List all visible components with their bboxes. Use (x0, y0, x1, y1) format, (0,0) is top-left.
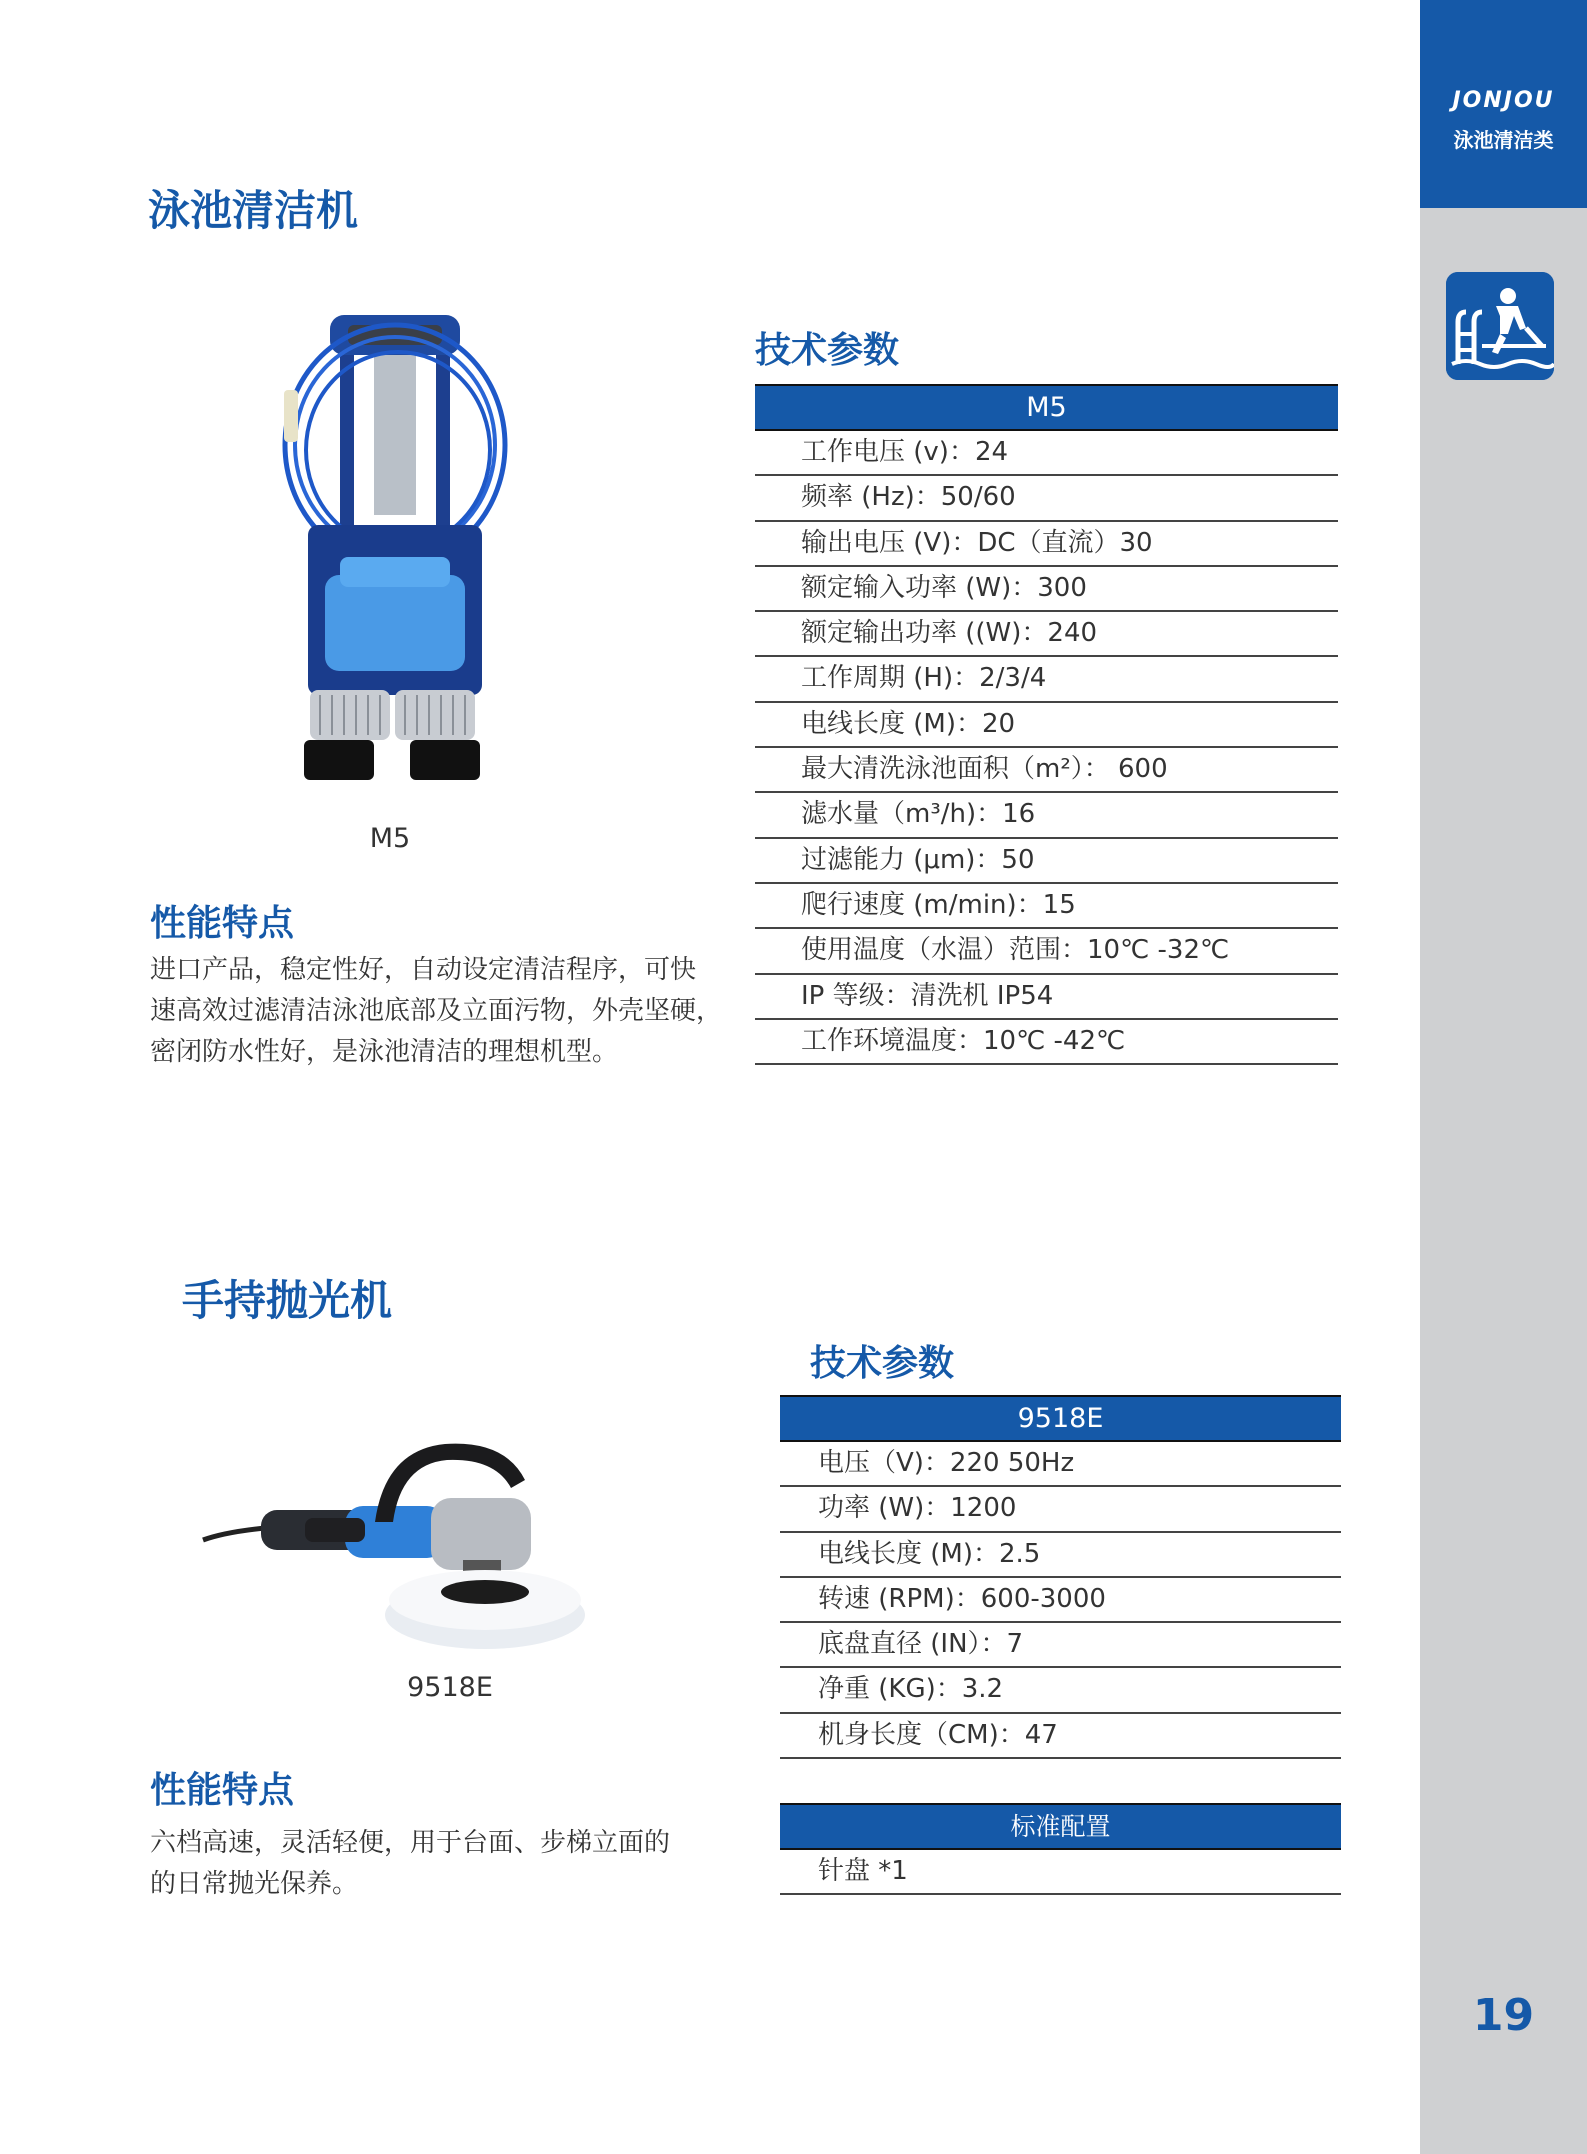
features-title-pool-cleaner: 性能特点 (150, 903, 295, 944)
brand-logo: JONJOU (1452, 88, 1555, 113)
spec-row: 底盘直径 (IN）：7 (780, 1623, 1341, 1668)
features-line: 速高效过滤清洁泳池底部及立面污物，外壳坚硬， (150, 996, 723, 1026)
features-text-pool-cleaner (150, 950, 730, 1073)
spec-row: 过滤能力 (μm)：50 (755, 839, 1338, 884)
spec-table-body (755, 431, 1338, 1065)
features-title-polisher: 性能特点 (150, 1770, 295, 1811)
sidebar (1420, 0, 1587, 2154)
spec-row: 输出电压 (V)：DC（直流）30 (755, 522, 1338, 567)
spec-row: 净重 (KG)：3.2 (780, 1668, 1341, 1713)
spec-row: 爬行速度 (m/min)：15 (755, 884, 1338, 929)
spec-row: 电线长度 (M)：2.5 (780, 1533, 1341, 1578)
spec-table-pool-cleaner (755, 384, 1338, 1065)
spec-row: 滤水量（m³/h)：16 (755, 793, 1338, 838)
spec-row: 使用温度（水温）范围：10℃ -32℃ (755, 929, 1338, 974)
pool-cleaner-image (270, 295, 510, 795)
features-line: 进口产品，稳定性好，自动设定清洁程序，可快 (150, 955, 697, 985)
sidebar-header (1420, 0, 1587, 208)
spec-row: 工作周期 (H)：2/3/4 (755, 657, 1338, 702)
spec-row: 工作电压 (v)：24 (755, 431, 1338, 476)
features-line: 密闭防水性好，是泳池清洁的理想机型。 (150, 1037, 619, 1067)
spec-row: 额定输入功率 (W)：300 (755, 567, 1338, 612)
spec-row: 针盘 *1 (780, 1850, 1341, 1895)
polisher-image (195, 1410, 585, 1655)
config-table-polisher (780, 1803, 1341, 1895)
config-table-body (780, 1850, 1341, 1895)
features-text-polisher (150, 1823, 730, 1905)
spec-row: IP 等级：清洗机 IP54 (755, 975, 1338, 1020)
page-number: 19 (1472, 1990, 1535, 2041)
spec-row: 最大清洗泳池面积（m²）： 600 (755, 748, 1338, 793)
pool-cleaner-caption: M5 (369, 823, 411, 854)
section-title-polisher: 手持抛光机 (182, 1276, 393, 1325)
spec-row: 转速 (RPM)：600-3000 (780, 1578, 1341, 1623)
spec-row: 机身长度（CM)：47 (780, 1714, 1341, 1759)
spec-row: 功率 (W)：1200 (780, 1487, 1341, 1532)
spec-table-header: 9518E (780, 1395, 1341, 1442)
spec-row: 额定输出功率 ((W)：240 (755, 612, 1338, 657)
category-label: 泳池清洁类 (1453, 128, 1554, 152)
spec-table-header: M5 (755, 384, 1338, 431)
spec-table-polisher (780, 1395, 1341, 1759)
polisher-caption: 9518E (407, 1672, 493, 1703)
spec-title-polisher: 技术参数 (810, 1343, 955, 1384)
pool-ladder-icon (1446, 272, 1554, 380)
features-line: 六档高速，灵活轻便，用于台面、步梯立面的 (150, 1828, 671, 1858)
section-title-pool-cleaner: 泳池清洁机 (148, 186, 359, 235)
spec-row: 频率 (Hz)：50/60 (755, 476, 1338, 521)
spec-title-pool-cleaner: 技术参数 (755, 330, 900, 371)
spec-table-body (780, 1442, 1341, 1759)
spec-row: 电压（V)：220 50Hz (780, 1442, 1341, 1487)
features-line: 的日常抛光保养。 (150, 1869, 359, 1899)
spec-row: 电线长度 (M)：20 (755, 703, 1338, 748)
config-table-header: 标准配置 (780, 1803, 1341, 1850)
spec-row: 工作环境温度：10℃ -42℃ (755, 1020, 1338, 1065)
